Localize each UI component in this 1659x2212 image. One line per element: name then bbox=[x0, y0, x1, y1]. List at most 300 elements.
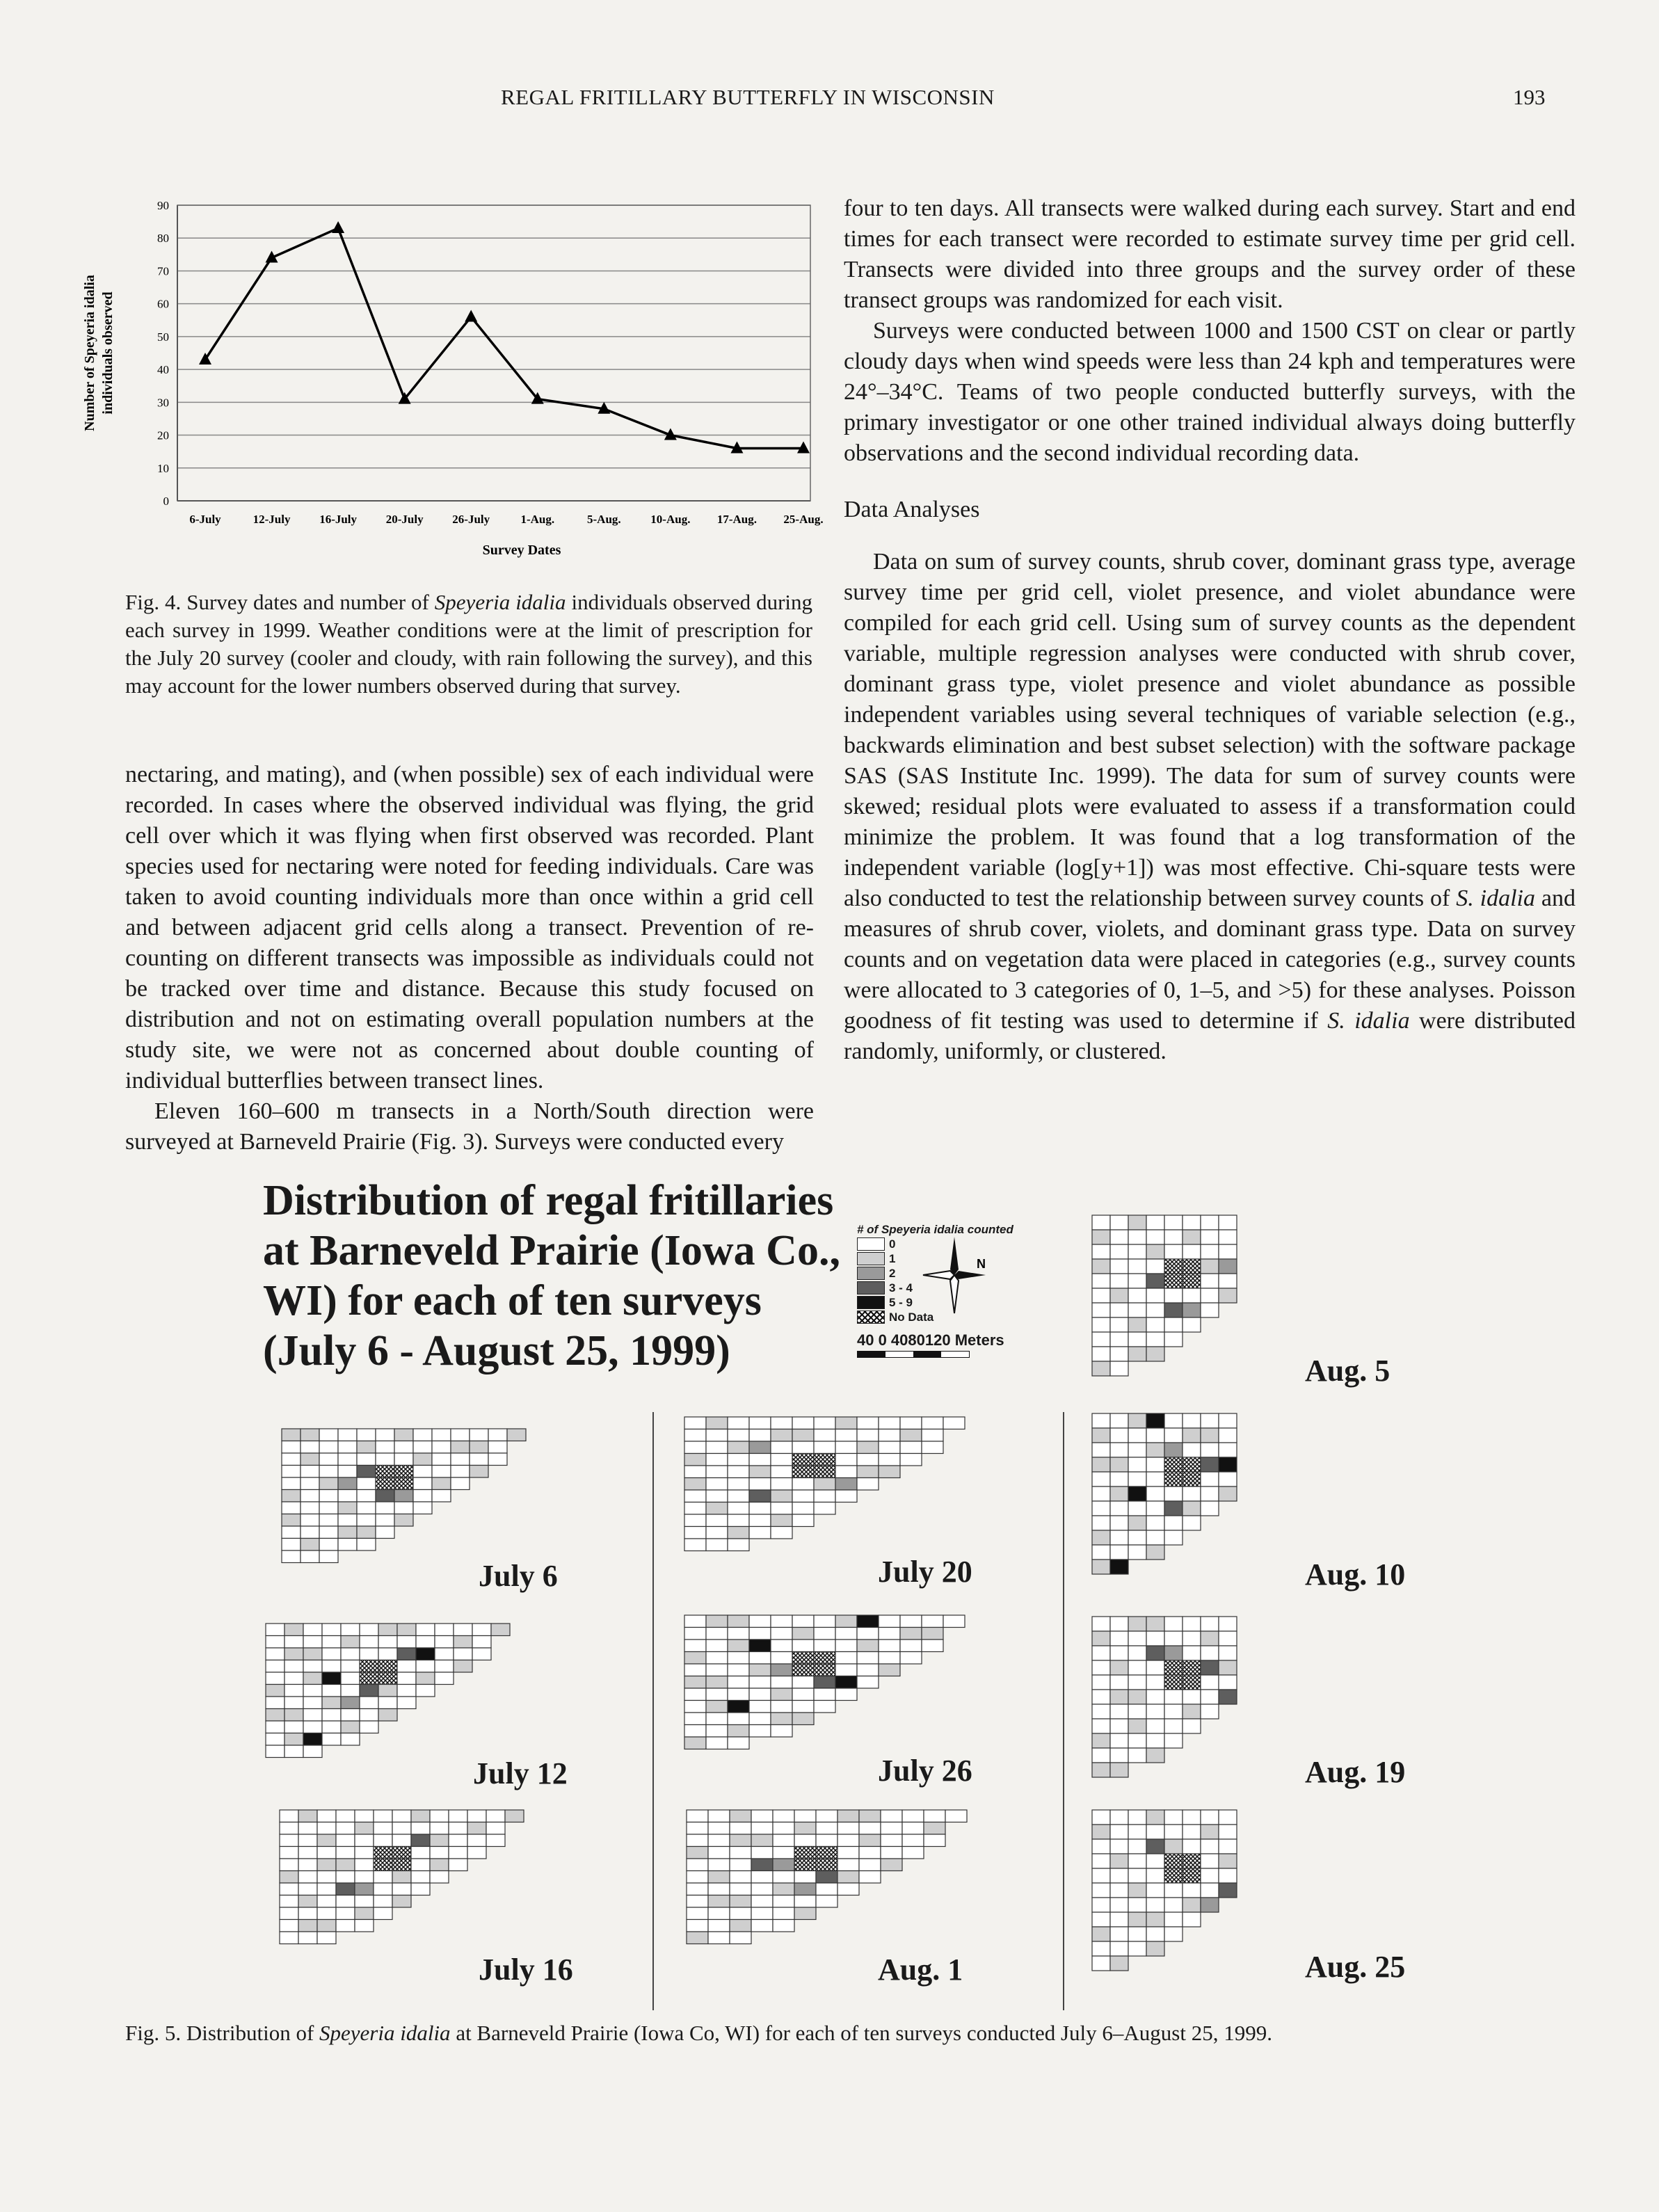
grid-cell bbox=[728, 1701, 749, 1713]
grid-cell bbox=[432, 1453, 451, 1466]
grid-cell bbox=[338, 1477, 357, 1490]
fig4-caption-rest: individuals observed during each survey in 1999. Weather conditions were at the limit of prescription for the July 20 survey (cooler and cloudy, with rain following the survey), and this may account for the lower numbers observed during that survey. bbox=[125, 590, 813, 698]
grid-cell bbox=[282, 1514, 300, 1527]
grid-cell bbox=[1092, 1274, 1110, 1288]
grid-cell bbox=[728, 1502, 749, 1515]
grid-cell bbox=[879, 1628, 900, 1640]
grid-cell bbox=[1128, 1748, 1146, 1763]
grid-cell bbox=[1110, 1288, 1128, 1303]
grid-cell bbox=[792, 1701, 814, 1713]
grid-cell bbox=[374, 1810, 392, 1822]
x-tick-label: 1-Aug. bbox=[520, 513, 555, 526]
grid-cell bbox=[900, 1628, 922, 1640]
grid-cell bbox=[1110, 1560, 1128, 1574]
grid-cell bbox=[338, 1429, 357, 1441]
grid-cell bbox=[1110, 1927, 1128, 1941]
grid-cell bbox=[374, 1847, 392, 1859]
grid-cell bbox=[357, 1441, 376, 1454]
grid-cell bbox=[794, 1847, 816, 1859]
grid-cell bbox=[708, 1896, 730, 1908]
grid-cell bbox=[751, 1920, 773, 1932]
grid-cell bbox=[1110, 1704, 1128, 1719]
grid-cell bbox=[1110, 1230, 1128, 1244]
grid-cell bbox=[470, 1453, 488, 1466]
grid-cell bbox=[411, 1810, 430, 1822]
grid-cell bbox=[1201, 1631, 1219, 1646]
grid-cell bbox=[1219, 1660, 1237, 1675]
grid-cell bbox=[280, 1847, 298, 1859]
left-paragraph-2: Eleven 160–600 m transects in a North/South direction were surveyed at Barneveld Prairie (Fig. 3). Surveys were conducted every bbox=[125, 1098, 814, 1155]
grid-cell bbox=[706, 1615, 728, 1628]
grid-cell bbox=[1092, 1719, 1110, 1733]
grid-cell bbox=[1146, 1912, 1164, 1927]
grid-cell bbox=[1183, 1259, 1201, 1274]
grid-cell bbox=[1201, 1825, 1219, 1839]
grid-cell bbox=[1092, 1839, 1110, 1854]
grid-cell bbox=[1219, 1839, 1237, 1854]
grid-cell bbox=[1183, 1428, 1201, 1443]
grid-cell bbox=[284, 1745, 303, 1758]
grid-cell bbox=[413, 1453, 432, 1466]
grid-cell bbox=[355, 1834, 374, 1847]
grid-cell bbox=[376, 1466, 394, 1478]
grid-cell bbox=[730, 1847, 751, 1859]
grid-cell bbox=[472, 1624, 491, 1636]
grid-cell bbox=[378, 1624, 397, 1636]
grid-cell bbox=[317, 1871, 336, 1884]
map-label-aug-1: Aug. 1 bbox=[878, 1953, 963, 1987]
grid-cell bbox=[835, 1478, 857, 1491]
grid-cell bbox=[1146, 1332, 1164, 1347]
grid-cell bbox=[1092, 1545, 1110, 1560]
grid-cell bbox=[1128, 1303, 1146, 1317]
grid-cell bbox=[1128, 1244, 1146, 1259]
grid-cell bbox=[1110, 1912, 1128, 1927]
grid-cell bbox=[1219, 1259, 1237, 1274]
map-july-6 bbox=[280, 1427, 531, 1566]
grid-cell bbox=[1128, 1733, 1146, 1748]
grid-cell bbox=[1183, 1215, 1201, 1230]
grid-cell bbox=[282, 1466, 300, 1478]
grid-cell bbox=[728, 1688, 749, 1701]
grid-cell bbox=[687, 1871, 708, 1884]
grid-cell bbox=[488, 1453, 507, 1466]
grid-cell bbox=[687, 1847, 708, 1859]
grid-cell bbox=[374, 1859, 392, 1871]
grid-cell bbox=[430, 1822, 449, 1835]
grid-cell bbox=[341, 1624, 360, 1636]
grid-cell bbox=[336, 1920, 355, 1932]
grid-cell bbox=[394, 1466, 413, 1478]
grid-cell bbox=[1146, 1660, 1164, 1675]
grid-cell bbox=[1092, 1690, 1110, 1704]
grid-cell bbox=[317, 1859, 336, 1871]
grid-cell bbox=[300, 1514, 319, 1527]
grid-cell bbox=[374, 1822, 392, 1835]
grid-cell bbox=[1092, 1733, 1110, 1748]
compass-north-point bbox=[950, 1237, 959, 1275]
grid-cell bbox=[771, 1664, 792, 1676]
grid-cell bbox=[835, 1688, 857, 1701]
grid-cell bbox=[771, 1615, 792, 1628]
grid-cell bbox=[336, 1810, 355, 1822]
grid-cell bbox=[1201, 1230, 1219, 1244]
grid-cell bbox=[835, 1417, 857, 1429]
grid-cell bbox=[879, 1640, 900, 1652]
grid-cell bbox=[922, 1628, 943, 1640]
grid-cell bbox=[1110, 1413, 1128, 1428]
grid-cell bbox=[360, 1709, 378, 1722]
grid-cell bbox=[472, 1636, 491, 1649]
grid-cell bbox=[336, 1883, 355, 1896]
grid-cell bbox=[355, 1920, 374, 1932]
grid-cell bbox=[1183, 1631, 1201, 1646]
grid-cell bbox=[730, 1883, 751, 1896]
grid-cell bbox=[1128, 1825, 1146, 1839]
grid-cell bbox=[749, 1701, 771, 1713]
grid-cell bbox=[355, 1907, 374, 1920]
grid-cell bbox=[684, 1676, 706, 1689]
grid-cell bbox=[1219, 1675, 1237, 1690]
grid-cell bbox=[413, 1466, 432, 1478]
grid-cell bbox=[792, 1628, 814, 1640]
grid-cell bbox=[1092, 1883, 1110, 1898]
grid-cell bbox=[303, 1697, 322, 1709]
grid-cell bbox=[837, 1810, 859, 1822]
grid-cell bbox=[322, 1733, 341, 1746]
map-aug-25 bbox=[1091, 1809, 1272, 1975]
right-text-column bbox=[844, 193, 1576, 1067]
grid-cell bbox=[816, 1834, 837, 1847]
grid-cell bbox=[1183, 1660, 1201, 1675]
grid-cell bbox=[706, 1429, 728, 1442]
grid-cell bbox=[322, 1660, 341, 1673]
grid-cell bbox=[771, 1490, 792, 1502]
grid-cell bbox=[730, 1859, 751, 1871]
grid-cell bbox=[1146, 1288, 1164, 1303]
grid-cell bbox=[751, 1822, 773, 1835]
grid-cell bbox=[488, 1441, 507, 1454]
legend-label-0: 0 bbox=[889, 1237, 896, 1251]
grid-cell bbox=[338, 1539, 357, 1551]
grid-cell bbox=[751, 1883, 773, 1896]
grid-cell bbox=[392, 1859, 411, 1871]
grid-cell bbox=[706, 1527, 728, 1539]
grid-cell bbox=[376, 1453, 394, 1466]
grid-cell bbox=[1092, 1486, 1110, 1501]
grid-cell bbox=[728, 1725, 749, 1738]
legend-swatch-4 bbox=[857, 1296, 885, 1309]
grid-cell bbox=[687, 1883, 708, 1896]
grid-cell bbox=[1110, 1317, 1128, 1332]
grid-cell bbox=[749, 1478, 771, 1491]
grid-cell bbox=[491, 1624, 510, 1636]
x-tick-label: 17-Aug. bbox=[716, 513, 758, 526]
grid-cell bbox=[749, 1466, 771, 1478]
grid-cell bbox=[1201, 1660, 1219, 1675]
grid-cell bbox=[924, 1810, 945, 1822]
grid-cell bbox=[266, 1709, 284, 1722]
grid-cell bbox=[376, 1477, 394, 1490]
grid-cell bbox=[454, 1648, 472, 1660]
grid-cell bbox=[470, 1441, 488, 1454]
grid-cell bbox=[816, 1810, 837, 1822]
grid-cell bbox=[303, 1709, 322, 1722]
x-tick-label: 20-July bbox=[385, 513, 424, 526]
grid-cell bbox=[1201, 1839, 1219, 1854]
grid-cell bbox=[881, 1822, 902, 1835]
grid-cell bbox=[1128, 1288, 1146, 1303]
grid-cell bbox=[881, 1859, 902, 1871]
grid-cell bbox=[792, 1441, 814, 1454]
grid-cell bbox=[449, 1847, 467, 1859]
grid-cell bbox=[1183, 1690, 1201, 1704]
grid-cell bbox=[687, 1932, 708, 1944]
y-tick-label: 10 bbox=[157, 461, 169, 475]
grid-cell bbox=[1201, 1457, 1219, 1472]
map-label-aug-19: Aug. 19 bbox=[1305, 1755, 1406, 1789]
grid-cell bbox=[284, 1709, 303, 1722]
p3-species-1: S. idalia bbox=[1456, 885, 1536, 911]
grid-cell bbox=[879, 1441, 900, 1454]
grid-cell bbox=[413, 1502, 432, 1514]
grid-cell bbox=[413, 1477, 432, 1490]
grid-cell bbox=[341, 1636, 360, 1649]
grid-cell bbox=[902, 1834, 924, 1847]
grid-cell bbox=[1219, 1443, 1237, 1457]
grid-cell bbox=[835, 1640, 857, 1652]
y-axis-title-line-2: individuals observed bbox=[100, 291, 115, 415]
grid-cell bbox=[1128, 1810, 1146, 1825]
grid-cell bbox=[1201, 1646, 1219, 1660]
grid-cell bbox=[1128, 1690, 1146, 1704]
grid-cell bbox=[1183, 1883, 1201, 1898]
grid-cell bbox=[1128, 1839, 1146, 1854]
grid-cell bbox=[771, 1713, 792, 1725]
grid-cell bbox=[322, 1721, 341, 1733]
grid-cell bbox=[416, 1636, 435, 1649]
grid-cell bbox=[687, 1920, 708, 1932]
map-label-aug-25: Aug. 25 bbox=[1305, 1950, 1406, 1984]
grid-cell bbox=[454, 1636, 472, 1649]
grid-cell bbox=[1164, 1704, 1183, 1719]
grid-cell bbox=[1128, 1516, 1146, 1530]
grid-cell bbox=[1201, 1868, 1219, 1883]
grid-cell bbox=[751, 1871, 773, 1884]
grid-cell bbox=[1164, 1839, 1183, 1854]
grid-cell bbox=[360, 1660, 378, 1673]
grid-cell bbox=[1110, 1898, 1128, 1912]
grid-cell bbox=[792, 1466, 814, 1478]
grid-cell bbox=[728, 1737, 749, 1749]
grid-cell bbox=[298, 1822, 317, 1835]
legend-label-3: 3 - 4 bbox=[889, 1281, 913, 1295]
grid-cell bbox=[1110, 1825, 1128, 1839]
fig5-caption-prefix: Fig. 5. Distribution of bbox=[125, 2021, 320, 2045]
grid-cell bbox=[360, 1672, 378, 1685]
grid-cell bbox=[341, 1648, 360, 1660]
grid-cell bbox=[1183, 1457, 1201, 1472]
fig4-caption bbox=[125, 588, 812, 700]
grid-cell bbox=[1219, 1486, 1237, 1501]
fig5-title bbox=[263, 1176, 840, 1376]
grid-cell bbox=[749, 1628, 771, 1640]
grid-cell bbox=[1201, 1443, 1219, 1457]
grid-cell bbox=[1201, 1472, 1219, 1486]
grid-cell bbox=[1146, 1259, 1164, 1274]
grid-cell bbox=[378, 1709, 397, 1722]
grid-cell bbox=[397, 1660, 416, 1673]
grid-cell bbox=[1110, 1486, 1128, 1501]
x-tick-label: 10-Aug. bbox=[650, 513, 691, 526]
left-text-column bbox=[125, 760, 814, 1157]
grid-cell bbox=[1110, 1941, 1128, 1956]
grid-cell bbox=[900, 1615, 922, 1628]
grid-cell bbox=[835, 1664, 857, 1676]
grid-cell bbox=[708, 1907, 730, 1920]
grid-cell bbox=[1092, 1941, 1110, 1956]
grid-cell bbox=[706, 1664, 728, 1676]
grid-cell bbox=[1164, 1215, 1183, 1230]
grid-cell bbox=[1164, 1332, 1183, 1347]
grid-cell bbox=[392, 1871, 411, 1884]
grid-cell bbox=[1110, 1748, 1128, 1763]
x-tick-label: 6-July bbox=[189, 513, 221, 526]
grid-cell bbox=[771, 1652, 792, 1665]
grid-cell bbox=[1201, 1274, 1219, 1288]
grid-cell bbox=[749, 1725, 771, 1738]
grid-cell bbox=[1164, 1617, 1183, 1631]
grid-cell bbox=[794, 1871, 816, 1884]
grid-cell bbox=[706, 1478, 728, 1491]
grid-cell bbox=[773, 1896, 794, 1908]
grid-cell bbox=[1183, 1303, 1201, 1317]
grid-cell bbox=[792, 1676, 814, 1689]
grid-cell bbox=[816, 1896, 837, 1908]
grid-cell bbox=[922, 1417, 943, 1429]
grid-cell bbox=[1146, 1530, 1164, 1545]
grid-cell bbox=[1164, 1230, 1183, 1244]
grid-cell bbox=[1164, 1472, 1183, 1486]
grid-cell bbox=[1146, 1244, 1164, 1259]
grid-cell bbox=[280, 1859, 298, 1871]
grid-cell bbox=[728, 1417, 749, 1429]
grid-cell bbox=[684, 1454, 706, 1466]
grid-cell bbox=[794, 1834, 816, 1847]
grid-cell bbox=[814, 1628, 835, 1640]
grid-cell bbox=[773, 1822, 794, 1835]
grid-cell bbox=[749, 1441, 771, 1454]
grid-cell bbox=[430, 1871, 449, 1884]
grid-cell bbox=[1146, 1303, 1164, 1317]
grid-cell bbox=[454, 1660, 472, 1673]
legend-swatch-5 bbox=[857, 1311, 885, 1324]
grid-cell bbox=[394, 1514, 413, 1527]
grid-cell bbox=[1219, 1230, 1237, 1244]
grid-cell bbox=[1128, 1617, 1146, 1631]
grid-cell bbox=[394, 1477, 413, 1490]
grid-cell bbox=[411, 1822, 430, 1835]
grid-cell bbox=[1128, 1545, 1146, 1560]
grid-cell bbox=[1128, 1660, 1146, 1675]
grid-cell bbox=[300, 1466, 319, 1478]
grid-cell bbox=[857, 1441, 879, 1454]
map-column-divider-2 bbox=[1063, 1412, 1064, 2010]
grid-cell bbox=[794, 1810, 816, 1822]
grid-cell bbox=[1128, 1912, 1146, 1927]
grid-cell bbox=[771, 1514, 792, 1527]
y-tick-label: 0 bbox=[163, 495, 169, 508]
grid-cell bbox=[1092, 1763, 1110, 1777]
grid-cell bbox=[376, 1526, 394, 1539]
grid-cell bbox=[1110, 1428, 1128, 1443]
right-paragraph-2: Surveys were conducted between 1000 and 1500 CST on clear or partly cloudy days when wind speeds were less than 24 kph and temperatures were 24°–34°C. Teams of two people conducted butterfly surveys, with the primary investigator or one other trained individual always doing butterfly observations and the second individual recording data. bbox=[844, 318, 1576, 466]
grid-cell bbox=[728, 1454, 749, 1466]
grid-cell bbox=[338, 1441, 357, 1454]
grid-cell bbox=[749, 1527, 771, 1539]
grid-cell bbox=[794, 1822, 816, 1835]
grid-cell bbox=[771, 1527, 792, 1539]
grid-cell bbox=[706, 1514, 728, 1527]
grid-cell bbox=[1128, 1274, 1146, 1288]
section-heading-data-analyses: Data Analyses bbox=[844, 497, 980, 522]
grid-cell bbox=[816, 1871, 837, 1884]
grid-cell bbox=[730, 1920, 751, 1932]
grid-cell bbox=[730, 1810, 751, 1822]
compass-south-point bbox=[950, 1275, 959, 1313]
legend-label-2: 2 bbox=[889, 1266, 896, 1280]
grid-cell bbox=[1092, 1927, 1110, 1941]
grid-cell bbox=[794, 1883, 816, 1896]
grid-cell bbox=[728, 1527, 749, 1539]
map-label-july-20: July 20 bbox=[878, 1555, 972, 1589]
grid-cell bbox=[319, 1441, 338, 1454]
grid-cell bbox=[1128, 1704, 1146, 1719]
grid-cell bbox=[430, 1859, 449, 1871]
grid-cell bbox=[378, 1660, 397, 1673]
grid-cell bbox=[411, 1834, 430, 1847]
grid-cell bbox=[298, 1896, 317, 1908]
grid-cell bbox=[857, 1676, 879, 1689]
grid-cell bbox=[1164, 1317, 1183, 1332]
grid-cell bbox=[374, 1896, 392, 1908]
grid-cell bbox=[1092, 1347, 1110, 1361]
grid-cell bbox=[684, 1725, 706, 1738]
grid-cell bbox=[792, 1713, 814, 1725]
grid-cell bbox=[472, 1648, 491, 1660]
grid-cell bbox=[749, 1502, 771, 1515]
grid-cell bbox=[1110, 1545, 1128, 1560]
grid-cell bbox=[814, 1466, 835, 1478]
grid-cell bbox=[1183, 1274, 1201, 1288]
grid-cell bbox=[706, 1701, 728, 1713]
grid-cell bbox=[378, 1648, 397, 1660]
grid-cell bbox=[943, 1417, 965, 1429]
grid-cell bbox=[1183, 1413, 1201, 1428]
fig5-title-line-1: Distribution of regal fritillaries bbox=[263, 1177, 834, 1224]
grid-cell bbox=[357, 1466, 376, 1478]
grid-cell bbox=[317, 1847, 336, 1859]
grid-cell bbox=[922, 1429, 943, 1442]
grid-cell bbox=[1146, 1810, 1164, 1825]
grid-cell bbox=[1110, 1530, 1128, 1545]
grid-cell bbox=[1092, 1748, 1110, 1763]
grid-cell bbox=[341, 1721, 360, 1733]
grid-cell bbox=[1110, 1617, 1128, 1631]
grid-cell bbox=[360, 1721, 378, 1733]
grid-cell bbox=[336, 1907, 355, 1920]
grid-cell bbox=[430, 1847, 449, 1859]
